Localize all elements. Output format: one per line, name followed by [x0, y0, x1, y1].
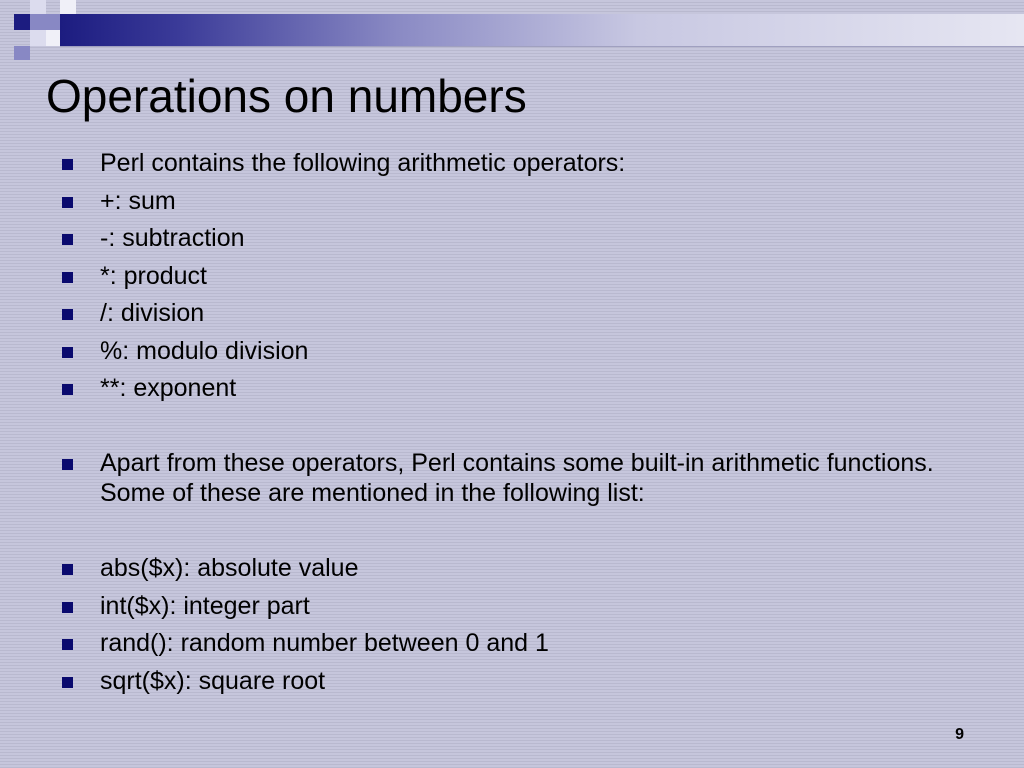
bullet-text: -: subtraction [100, 224, 245, 252]
decor-square-lavender-2 [14, 46, 30, 60]
bullet-item [62, 148, 962, 178]
bullet-item [62, 373, 962, 403]
bullet-item [62, 223, 962, 253]
bullet-text: int($x): integer part [100, 591, 310, 620]
decor-square-lavender [30, 14, 60, 30]
bullet-item [62, 298, 962, 328]
page-number: 9 [955, 726, 964, 743]
bullet-text: %: modulo division [100, 336, 309, 365]
decor-square-navy [14, 14, 30, 30]
bullet-text: /: division [100, 299, 205, 327]
bullet-item [62, 186, 962, 216]
decor-square-pale-2 [30, 30, 46, 46]
decor-square-pale [30, 0, 46, 14]
title-bar-divider [60, 46, 1024, 47]
bullet-item [62, 336, 962, 366]
bullet-text: rand(): random number between 0 and 1 [100, 629, 549, 657]
decor-square-white [60, 0, 76, 14]
bullet-list [62, 148, 962, 703]
bullet-item [62, 591, 962, 621]
bullet-item [62, 666, 962, 696]
bullet-text: Perl contains the following arithmetic operators: [100, 149, 626, 177]
bullet-item [62, 261, 962, 291]
decor-square-white-2 [46, 30, 60, 46]
bullet-text: +: sum [100, 186, 176, 215]
slide-title: Operations on numbers [46, 70, 527, 122]
bullet-text: Apart from these operators, Perl contains some built-in arithmetic functions. Some of these are mentioned in the following list: [100, 449, 934, 507]
bullet-item [62, 448, 962, 508]
bullet-text: sqrt($x): square root [100, 666, 326, 695]
title-gradient-bar [60, 14, 1024, 46]
bullet-text: abs($x): absolute value [100, 554, 359, 582]
bullet-text: *: product [100, 261, 208, 290]
bullet-item [62, 628, 962, 658]
bullet-item [62, 553, 962, 583]
bullet-text: **: exponent [100, 374, 237, 402]
